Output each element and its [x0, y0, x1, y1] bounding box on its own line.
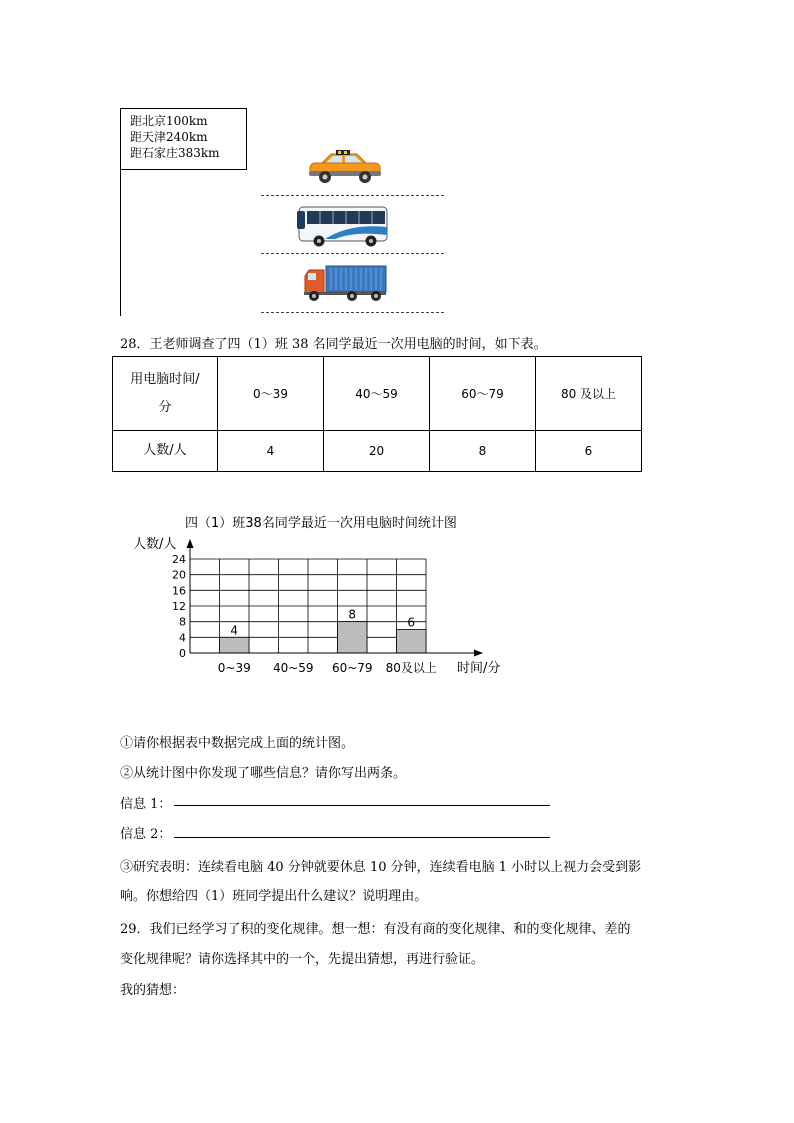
info-1-label: 信息 1： [120, 797, 172, 812]
sub-question-2: ②从统计图中你发现了哪些信息？请你写出两条。 [120, 766, 407, 781]
bar-chart [120, 510, 540, 685]
table-column-header: 80 及以上 [536, 357, 642, 431]
data-label: 8 [348, 607, 357, 622]
bus-icon [295, 205, 391, 247]
chart-title: 四（1）班38名同学最近一次用电脑时间统计图 [185, 516, 457, 531]
y-tick-label: 16 [172, 584, 186, 598]
bar-1 [220, 637, 250, 653]
road-lane-divider [261, 312, 444, 313]
chart-y-axis-label: 人数/人 [133, 537, 177, 552]
sign-line-tianjin: 距天津240km [130, 130, 208, 144]
info-2-answer-line[interactable] [174, 837, 550, 838]
chart-x-axis-label: 时间/分 [457, 661, 501, 676]
info-2-label: 信息 2： [120, 827, 172, 842]
sign-line-shijiazhuang: 距石家庄383km [130, 146, 220, 160]
bar-3 [338, 622, 368, 653]
y-tick-label: 8 [179, 615, 186, 629]
x-category-label: 60~79 [331, 661, 373, 675]
distance-sign [120, 108, 247, 170]
sub-question-3-line1: ③研究表明：连续看电脑 40 分钟就要休息 10 分钟，连续看电脑 1 小时以上视力会受到影 [120, 860, 642, 875]
question-29-line1: 29．我们已经学习了积的变化规律。想一想：有没有商的变化规律、和的变化规律、差的 [120, 922, 631, 937]
table-column-header: 40～59 [324, 357, 430, 431]
road-lane-divider [261, 253, 444, 254]
y-tick-label: 4 [179, 631, 186, 645]
y-axis-arrow [187, 539, 194, 548]
x-category-label: 0~39 [217, 661, 251, 675]
x-category-label: 80及以上 [385, 661, 437, 675]
table-cell: 8 [430, 431, 536, 472]
table-column-header: 0～39 [218, 357, 324, 431]
survey-table [112, 356, 642, 472]
taxi-icon [307, 150, 383, 186]
bar-4 [397, 630, 427, 654]
x-category-label: 40~59 [272, 661, 314, 675]
my-guess-label: 我的猜想： [120, 983, 186, 998]
table-column-header: 60～79 [430, 357, 536, 431]
y-tick-label: 20 [172, 568, 186, 582]
sign-line-beijing: 距北京100km [130, 114, 208, 128]
table-row [113, 431, 642, 472]
y-tick-label: 12 [172, 600, 186, 613]
question-29-line2: 变化规律呢？请你选择其中的一个，先提出猜想，再进行验证。 [120, 952, 485, 967]
table-row [113, 357, 642, 431]
data-label: 4 [230, 623, 239, 638]
sub-question-1: ①请你根据表中数据完成上面的统计图。 [120, 736, 355, 751]
data-label: 6 [407, 615, 416, 630]
table-cell: 4 [218, 431, 324, 472]
table-cell: 20 [324, 431, 430, 472]
road-lane-divider [261, 195, 444, 196]
question-28-text: 28．王老师调查了四（1）班 38 名同学最近一次用电脑的时间，如下表。 [120, 337, 547, 352]
table-row-label: 人数/人 [113, 431, 218, 472]
truck-icon [302, 264, 388, 302]
y-tick-label: 24 [172, 553, 186, 566]
y-tick-label: 0 [179, 647, 186, 660]
sub-question-3-line2: 响。你想给四（1）班同学提出什么建议？说明理由。 [120, 889, 428, 904]
table-header-label: 用电脑时间/ 分 [113, 357, 218, 431]
x-axis-arrow [474, 650, 483, 657]
table-cell: 6 [536, 431, 642, 472]
chart-labels [172, 553, 437, 675]
info-1-answer-line[interactable] [174, 805, 550, 806]
